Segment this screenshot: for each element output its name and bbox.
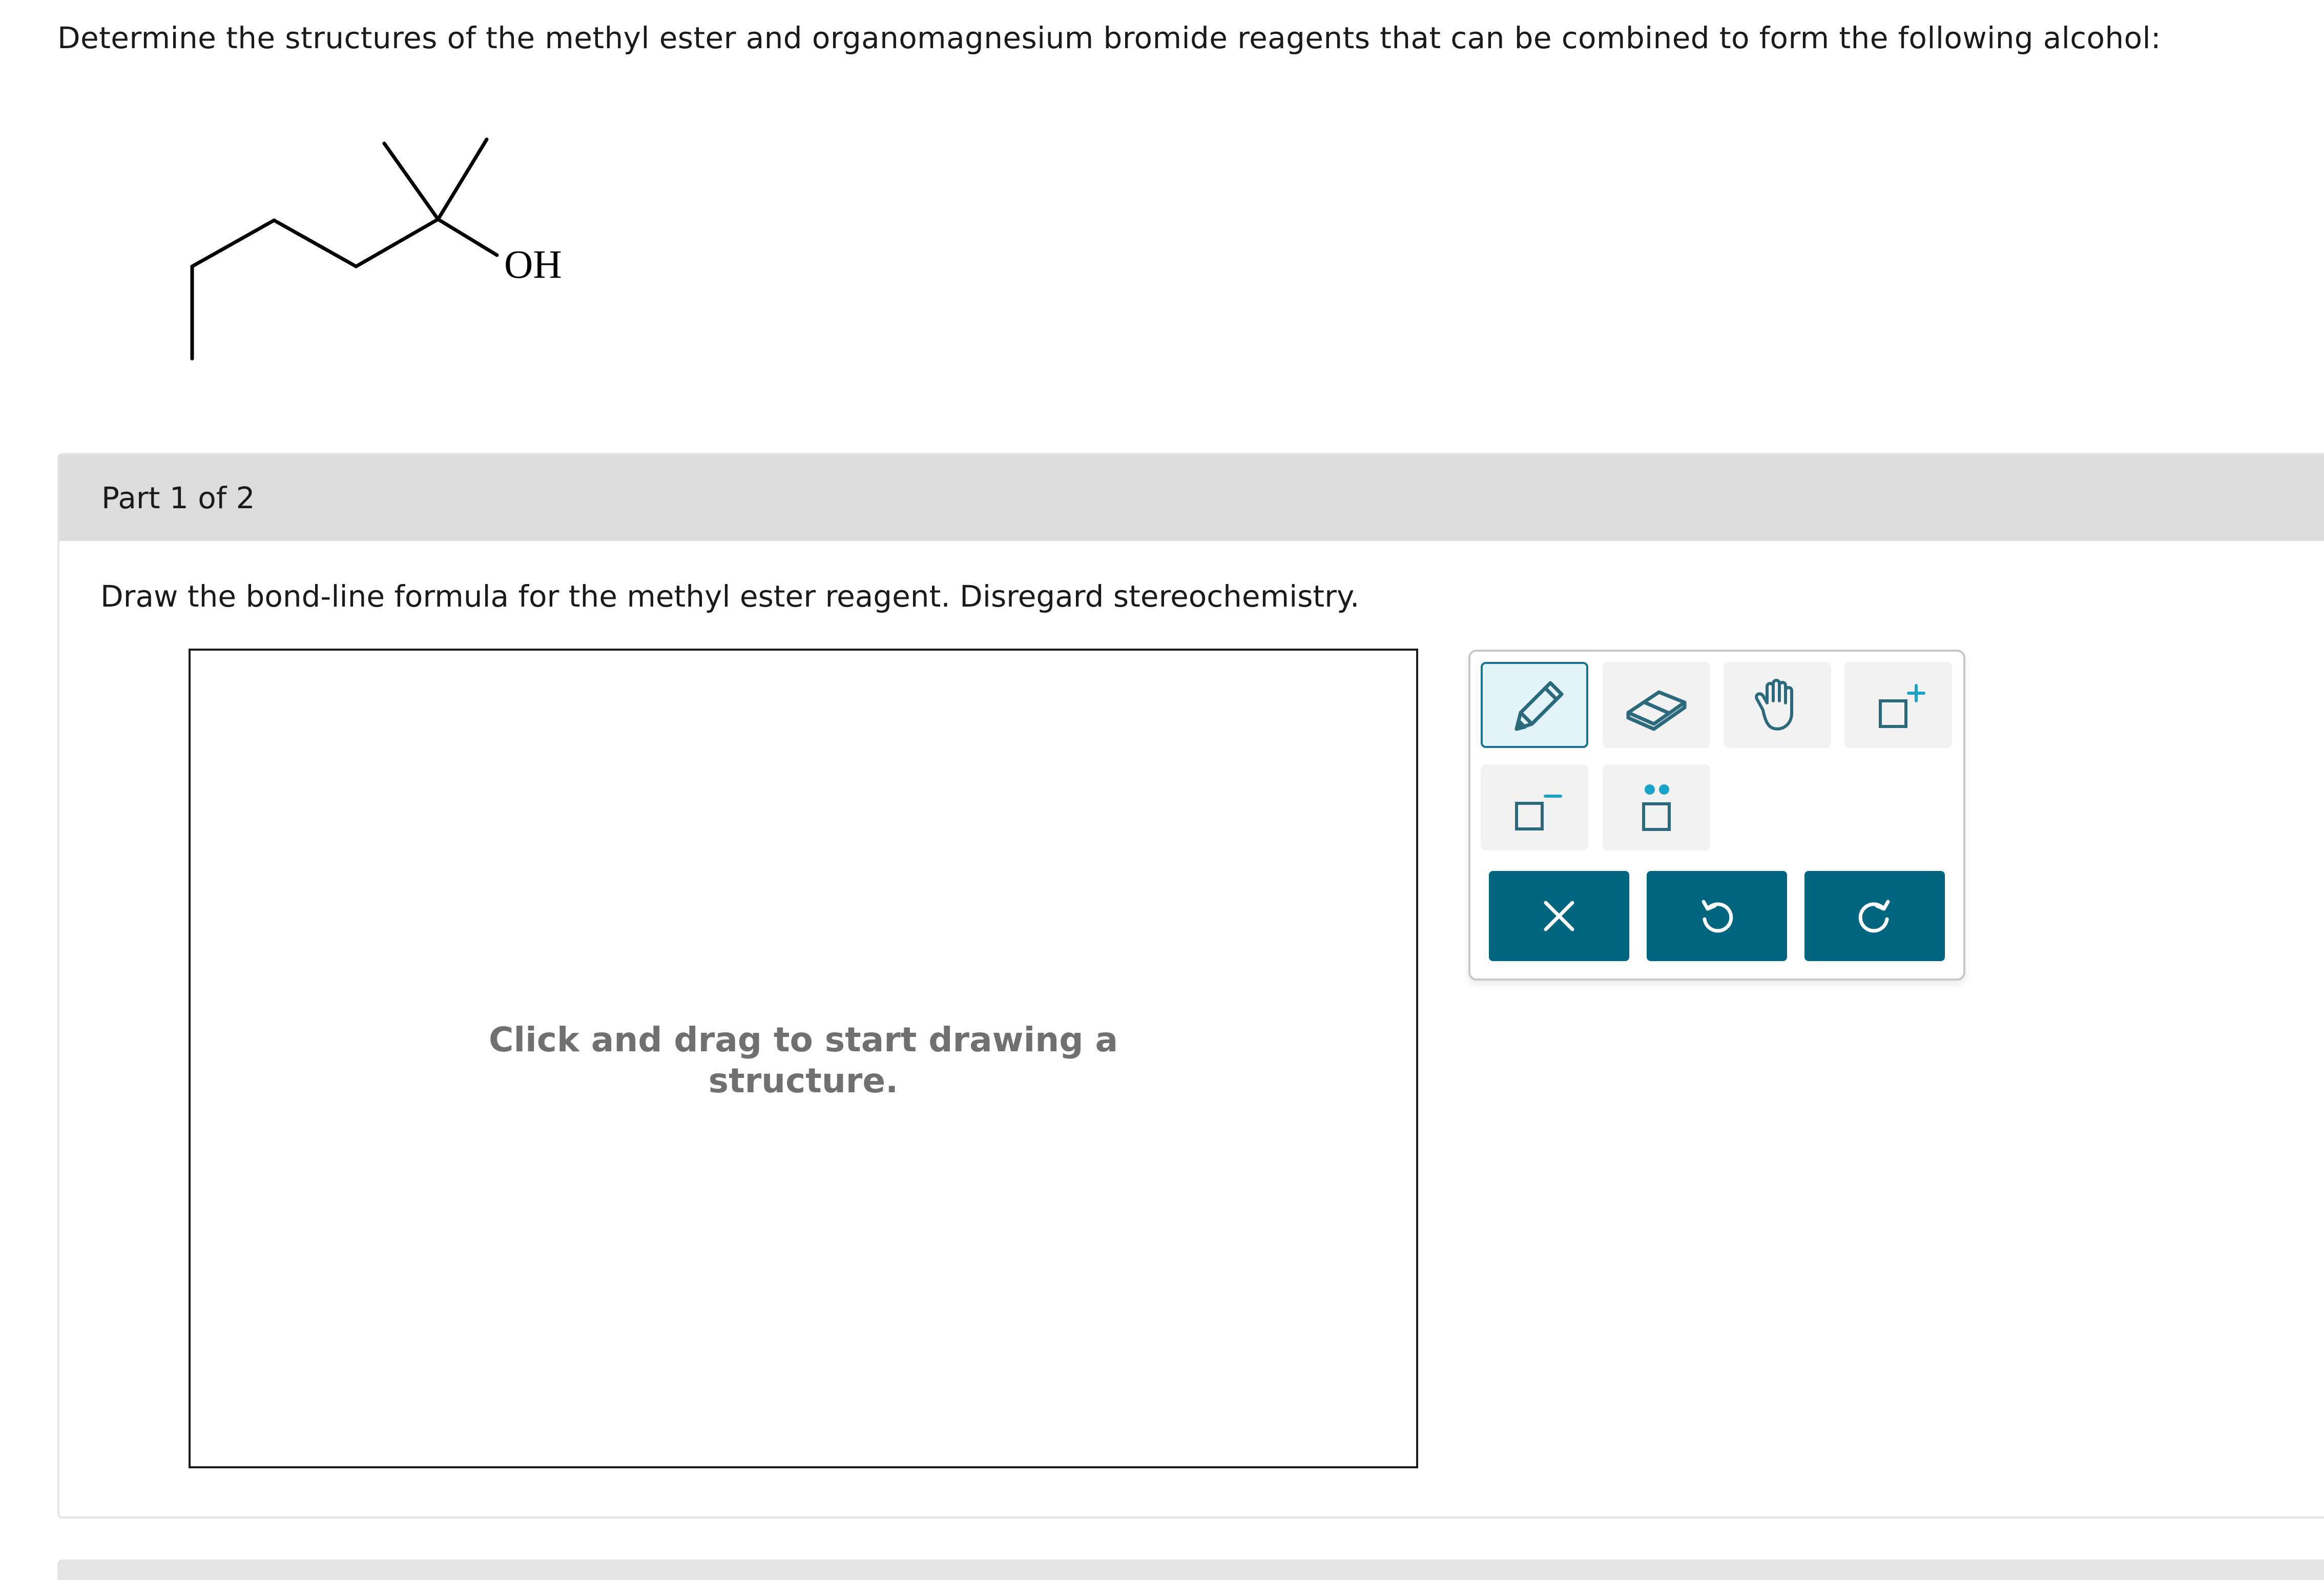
add-positive-charge-icon — [1865, 674, 1932, 736]
bond — [356, 219, 438, 266]
eraser-tool-button[interactable] — [1603, 662, 1710, 748]
hydroxyl-label: OH — [504, 242, 562, 286]
add-negative-charge-icon — [1501, 777, 1568, 838]
bond — [438, 219, 497, 255]
part-instruction: Draw the bond-line formula for the methyl ester reagent. Disregard stereochemistry. — [100, 579, 1360, 614]
bond — [438, 139, 487, 219]
drawing-toolbox — [1468, 650, 1965, 981]
alcohol-structure — [169, 123, 630, 379]
part-label: Part 1 of 2 — [101, 481, 255, 515]
bond — [274, 220, 356, 266]
clear-button[interactable] — [1489, 871, 1629, 961]
undo-button[interactable] — [1647, 871, 1787, 961]
pencil-tool-button[interactable] — [1481, 662, 1588, 748]
next-part-header — [57, 1560, 2324, 1580]
redo-icon — [1854, 896, 1895, 937]
hand-tool-button[interactable] — [1724, 662, 1831, 748]
drawing-canvas[interactable] — [189, 649, 1418, 1468]
part-header — [59, 455, 2324, 541]
pencil-icon — [1501, 672, 1568, 738]
negative-charge-tool-button[interactable] — [1481, 764, 1588, 850]
hand-icon — [1747, 674, 1808, 736]
lone-pair-tool-button[interactable] — [1603, 764, 1710, 850]
add-lone-pair-icon — [1623, 774, 1690, 841]
positive-charge-tool-button[interactable] — [1844, 662, 1952, 748]
clear-icon — [1539, 896, 1580, 937]
question-text: Determine the structures of the methyl ester and organomagnesium bromide reagents that can be combined to form the following alcohol: — [57, 20, 2161, 55]
eraser-icon — [1623, 677, 1690, 733]
bond — [192, 220, 274, 266]
bond — [384, 143, 438, 219]
canvas-hint: Click and drag to start drawing a structure. — [489, 1020, 1118, 1100]
redo-button[interactable] — [1804, 871, 1945, 961]
undo-icon — [1696, 896, 1737, 937]
